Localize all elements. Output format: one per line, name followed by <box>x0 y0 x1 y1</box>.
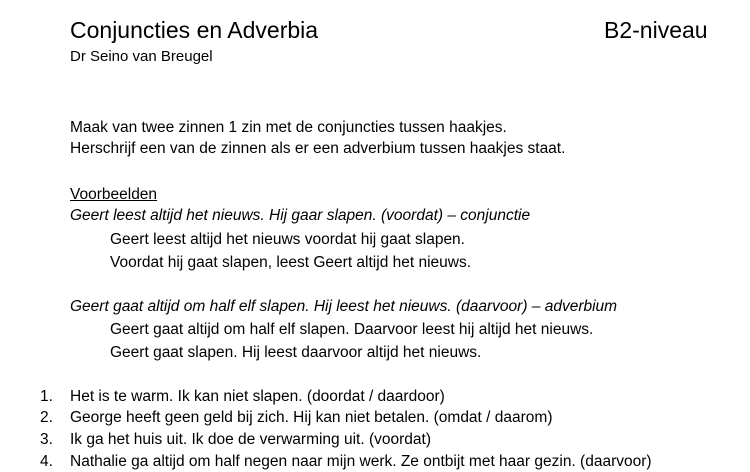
examples-heading: Voorbeelden <box>70 186 158 203</box>
example-conjunction-answer-2: Voordat hij gaat slapen, leest Geert altijd het nieuws. <box>110 254 472 271</box>
exercise-text-1: Het is te warm. Ik kan niet slapen. (doordat / daardoor) <box>70 388 445 405</box>
example-conjunction-answer-1: Geert leest altijd het nieuws voordat hij gaat slapen. <box>110 231 465 248</box>
exercise-text-2: George heeft geen geld bij zich. Hij kan niet betalen. (omdat / daarom) <box>70 409 553 426</box>
example-conjunction-prompt: Geert leest altijd het nieuws. Hij gaar slapen. (voordat) – conjunctie <box>70 207 531 224</box>
exercise-number-2: 2. <box>40 409 53 426</box>
author-line: Dr Seino van Breugel <box>70 48 213 65</box>
exercise-number-1: 1. <box>40 388 53 405</box>
exercise-number-3: 3. <box>40 431 53 448</box>
exercise-number-4: 4. <box>40 453 53 470</box>
example-adverb-prompt: Geert gaat altijd om half elf slapen. Hij leest het nieuws. (daarvoor) – adverbium <box>70 298 618 315</box>
example-adverb-answer-2: Geert gaat slapen. Hij leest daarvoor altijd het nieuws. <box>110 344 482 361</box>
exercise-text-4: Nathalie ga altijd om half negen naar mijn werk. Ze ontbijt met haar gezin. (daarvoor) <box>70 453 652 470</box>
instruction-line-2: Herschrijf een van de zinnen als er een adverbium tussen haakjes staat. <box>70 140 566 157</box>
exercise-text-3: Ik ga het huis uit. Ik doe de verwarming uit. (voordat) <box>70 431 431 448</box>
instruction-line-1: Maak van twee zinnen 1 zin met de conjuncties tussen haakjes. <box>70 119 507 136</box>
example-adverb-answer-1: Geert gaat altijd om half elf slapen. Daarvoor leest hij altijd het nieuws. <box>110 321 594 338</box>
document-title: Conjuncties en Adverbia <box>70 17 319 43</box>
level-label: B2-niveau <box>604 17 708 43</box>
